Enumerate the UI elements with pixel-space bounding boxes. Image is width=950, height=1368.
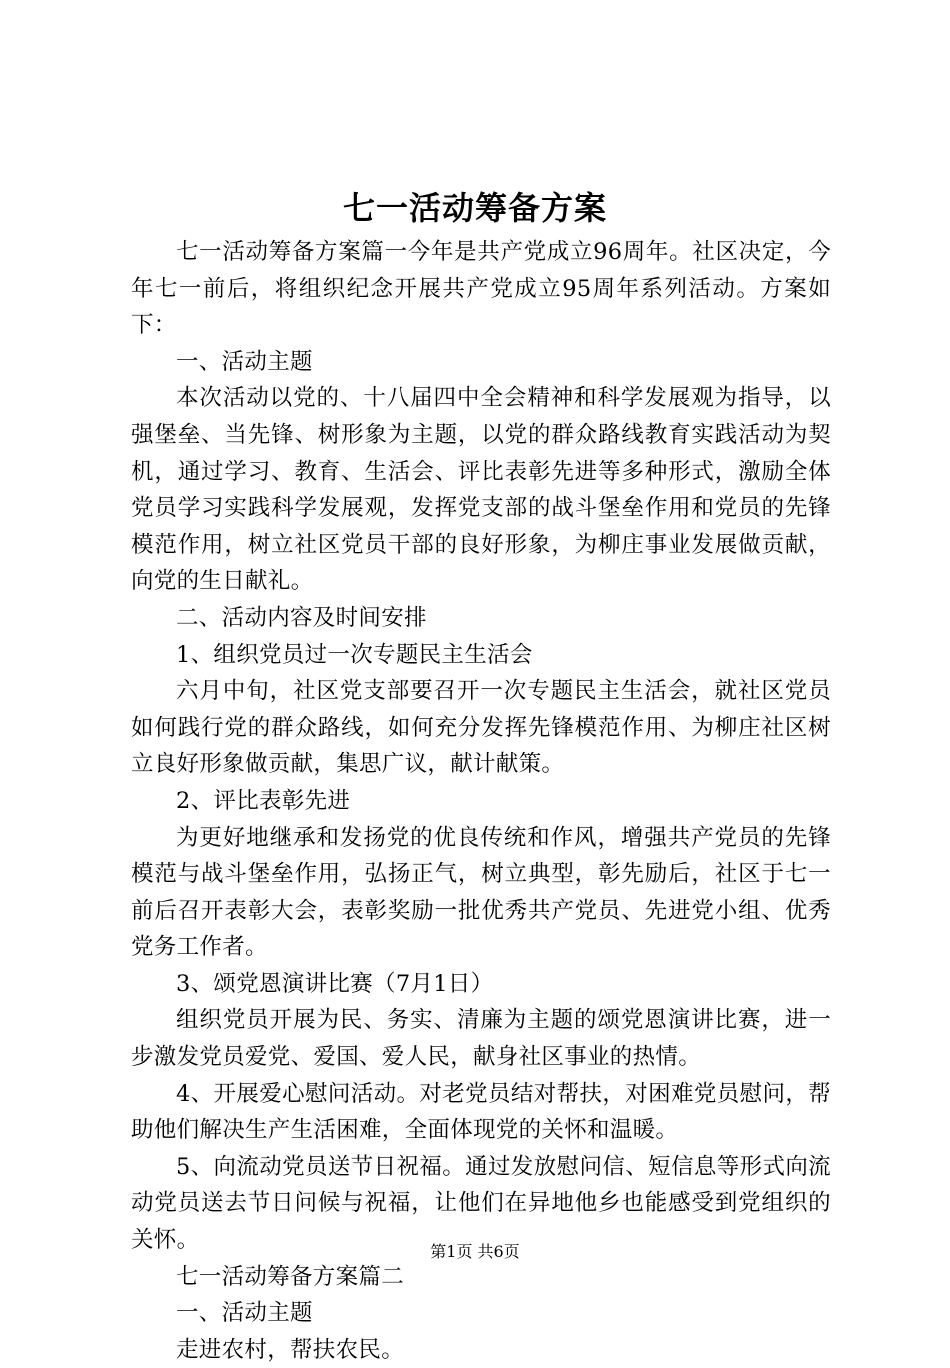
heading-activity-theme: 一、活动主题 — [176, 348, 313, 375]
paragraph-democratic-meeting: 六月中旬，社区党支部要召开一次专题民主生活会，就社区党员如何践行党的群众路线，如何充分发挥先锋模范作用、为柳庄社区树立良好形象做贡献，集思广议，献计献策。 — [131, 678, 831, 778]
paragraph-intro: 七一活动筹备方案篇一今年是共产党成立96周年。社区决定，今年七一前后，将组织纪念开展共产党成立95周年系列活动。方案如下： — [131, 239, 831, 339]
subheading-speech-contest: 3、颂党恩演讲比赛（7月1日） — [176, 970, 494, 997]
paragraph-theme-description: 本次活动以党的、十八届四中全会精神和科学发展观为指导，以强堡垒、当先锋、树形象为主题，以党的群众路线教育实践活动为契机，通过学习、教育、生活会、评比表彰先进等多种形式，激励全体党员学习实践科学发展观，发挥党支部的战斗堡垒作用和党员的先锋模范作用，树立社区党员干部的良好形象，为柳庄事业发展做贡献，向党的生日献礼。 — [131, 385, 831, 595]
document-body — [131, 234, 831, 1368]
paragraph-holiday-greetings: 5、向流动党员送节日祝福。通过发放慰问信、短信息等形式向流动党员送去节日问候与祝福，让他们在异地他乡也能感受到党组织的关怀。 — [131, 1153, 831, 1254]
page-number-footer: 第1页 共6页 — [430, 1242, 520, 1261]
heading-content-schedule: 二、活动内容及时间安排 — [176, 604, 427, 631]
paragraph-commendation: 为更好地继承和发扬党的优良传统和作风，增强共产党员的先锋模范与战斗堡垒作用，弘扬正气，树立典型，彰先励后，社区于七一前后召开表彰大会，表彰奖励一批优秀共产党员、先进党小组、优秀党务工作者。 — [131, 824, 831, 961]
subheading-commendation: 2、评比表彰先进 — [176, 787, 351, 814]
subheading-democratic-meeting: 1、组织党员过一次专题民主生活会 — [176, 641, 533, 668]
paragraph-speech-contest: 组织党员开展为民、务实、清廉为主题的颂党恩演讲比赛，进一步激发党员爱党、爱国、爱人民，献身社区事业的热情。 — [131, 1007, 831, 1071]
document-title: 七一活动筹备方案 — [342, 189, 607, 227]
paragraph-caring-visits: 4、开展爱心慰问活动。对老党员结对帮扶，对困难党员慰问，帮助他们解决生产生活困难，全面体现党的关怀和温暖。 — [131, 1080, 831, 1144]
heading-plan-two: 七一活动筹备方案篇二 — [176, 1263, 405, 1290]
paragraph-theme-two: 走进农村，帮扶农民。 — [176, 1336, 405, 1363]
heading-activity-theme-two: 一、活动主题 — [176, 1300, 313, 1327]
